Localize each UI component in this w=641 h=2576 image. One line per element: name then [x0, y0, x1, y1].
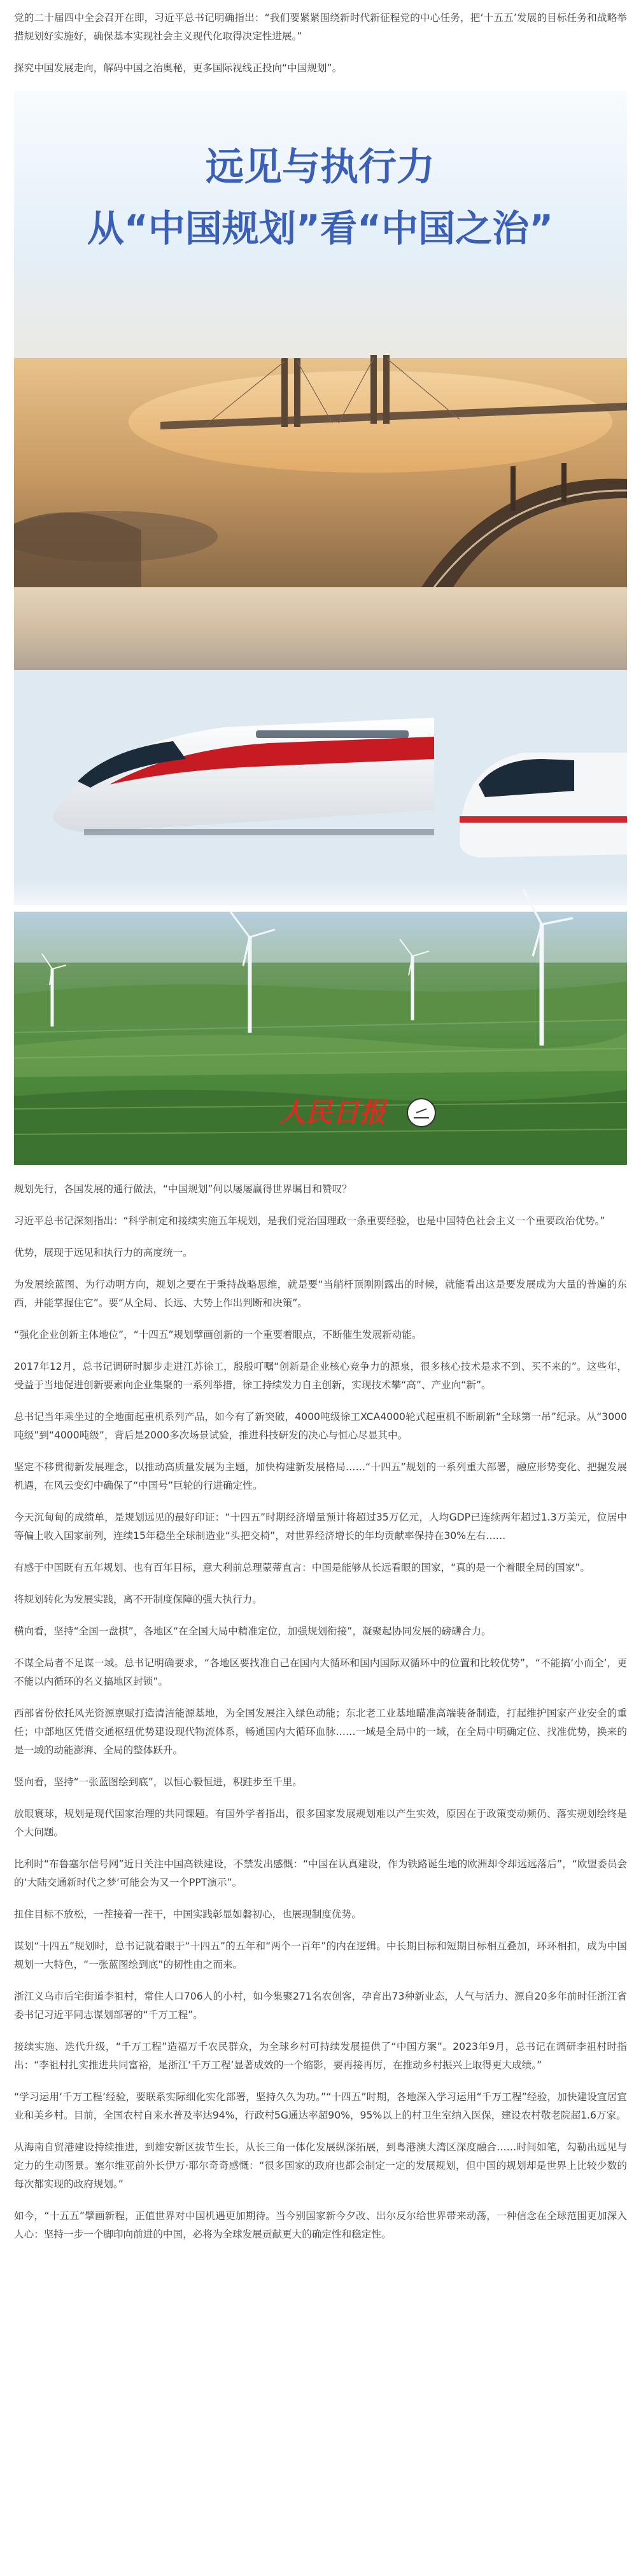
body-paragraph-11: 将规划转化为发展实践，离不开制度保障的强大执行力。 — [14, 1594, 262, 1605]
body-paragraph-10: 有感于中国既有五年规划、也有百年目标，意大利前总理蒙蒂直言：中国是能够从长远看眼的国家，“真的是一个着眼全局的国家”。 — [14, 1562, 591, 1573]
body-paragraph-9: 今天沉甸甸的成绩单，是规划远见的最好印证：“十四五”时期经济增量预计将超过35万亿元，人均GDP已连续两年超过1.3万美元，位居中等偏上收入国家前列，连续15年稳坐全球制造业“头把交椅”，对世界经济增长的年均贡献率保持在30%左右…… — [14, 1512, 627, 1542]
body-paragraph-23: 从海南自贸港建设持续推进，到雄安新区拔节生长，从长三角一体化发展纵深拓展，到粤港澳大湾区深度融合……时间如笔，勾勒出远见与定力的生动图景。塞尔维亚前外长伊万·耶尔奇奇感慨：“很多国家的政府也都会制定一定的发展规划，但中国的规划却是世界上比较少数的每次都实现的政府规划。” — [14, 2141, 627, 2190]
body-paragraph-15: 竖向看，坚持“一张蓝图绘到底”，以恒心毅恒进，积跬步至千里。 — [14, 1776, 302, 1788]
hero-title-line1: 远见与执行力 — [206, 145, 435, 190]
intro-paragraph-1: 党的二十届四中全会召开在即，习近平总书记明确指出：“我们要紧紧围绕新时代新征程党的中心任务，把‘十五五’发展的目标任务和战略举措规划好实施好，确保基本实现社会主义现代化取得决定性进展。” — [14, 12, 627, 42]
body-paragraph-22: “学习运用‘千万工程’经验，要联系实际细化实化部署，坚持久久为功。”“十四五”时期，各地深入学习运用“千万工程”经验，加快建设宜居宜业和美乡村。目前，全国农村自来水普及率达94%，行政村5G通达率超90%，95%以上的村卫生室纳入医保，建设农村敬老院超1.6万家。 — [14, 2091, 627, 2121]
body-paragraph-4: 为发展绘蓝图、为行动明方向，规划之要在于秉持战略思维，就是要“当艄杆顶刚刚露出的时候，就能看出这是要发展成为大量的普遍的东西，并能掌握住它”。要“从全局、长远、大势上作出判断和决策”。 — [14, 1279, 627, 1309]
hero-title-line2: 从“中国规划”看“中国之治” — [87, 207, 554, 250]
body-paragraph-19: 谋划“十四五”规划时，总书记就着眼于“十四五”的五年和“两个一百年”的内在逻辑。中长期目标和短期目标相互叠加，环环相扣，成为中国规划一大特色，“一张蓝图绘到底”的韧性由之而来。 — [14, 1940, 627, 1970]
body-paragraph-5: “强化企业创新主体地位”，“十四五”规划擘画创新的一个重要着眼点，不断催生发展新动能。 — [14, 1329, 422, 1340]
body-paragraph-6: 2017年12月，总书记调研时脚步走进江苏徐工，殷殷叮嘱“创新是企业核心竞争力的源泉，很多核心技术是求不到、买不来的”。这些年，受益于当地促进创新要素向企业集聚的一系列举措，徐工持续发力自主创新，实现技术攀“高”、产业向“新”。 — [14, 1361, 627, 1391]
body-paragraph-1: 规划先行，各国发展的通行做法，“中国规划”何以屡屡赢得世界瞩目和赞叹？ — [14, 1183, 352, 1195]
body-paragraph-2: 习近平总书记深刻指出：“科学制定和接续实施五年规划，是我们党治国理政一条重要经验，也是中国特色社会主义一个重要政治优势。” — [14, 1215, 605, 1227]
intro-paragraph-2: 探究中国发展走向，解码中国之治奥秘，更多国际视线正投向“中国规划”。 — [14, 62, 342, 74]
body-paragraph-8: 坚定不移贯彻新发展理念，以推动高质量发展为主题，加快构建新发展格局……“十四五”规划的一系列重大部署，融应形势变化、把握发展机遇，在风云变幻中确保了“中国号”巨轮的行进确定性。 — [14, 1461, 627, 1491]
body-paragraph-24: 如今，“十五五”擘画新程，正值世界对中国机遇更加期待。当今别国家新今夕改、出尔反尔给世界带来动荡，一种信念在全球范围更加深入人心：坚持一步一个脚印向前进的中国，必将为全球发展贡献更大的确定性和稳定性。 — [14, 2210, 627, 2240]
body-paragraph-21: 接续实施、迭代升级，“千万工程”造福万千农民群众，为全球乡村可持续发展提供了“中国方案”。2023年9月，总书记在调研李祖村时指出：“李祖村扎实推进共同富裕，是浙江‘千万工程’显著成效的一个缩影，要再接再厉，在推动乡村振兴上取得更大成绩。” — [14, 2041, 627, 2071]
body-paragraph-13: 不谋全局者不足谋一域。总书记明确要求，“各地区要找准自己在国内大循环和国内国际双循环中的位置和比较优势”，“不能搞‘小而全’，更不能以内循环的名义搞地区封锁”。 — [14, 1657, 627, 1687]
body-paragraph-14: 西部省份依托风光资源禀赋打造清洁能源基地，为全国发展注入绿色动能；东北老工业基地瞄准高端装备制造，打起维护国家产业安全的重任；中部地区凭借交通枢纽优势建设现代物流体系，畅通国内大循环血脉……一域是全局中的一域，在全局中明确定位、找准优势，换来的是一域的动能澎湃、全局的整体跃升。 — [14, 1708, 627, 1756]
body-paragraph-18: 扭住目标不放松，一茬接着一茬干，中国实践彰显如磐初心，也展现制度优势。 — [14, 1909, 362, 1920]
body-paragraph-12: 横向看，坚持“全国一盘棋”，各地区“在全国大局中精准定位，加强规划衔接”，凝聚起协同发展的磅礴合力。 — [14, 1626, 491, 1637]
hero-illustration — [14, 91, 627, 1165]
people-daily-logo: 人民日报 — [278, 1097, 386, 1128]
body-paragraph-16: 放眼寰球，规划是现代国家治理的共同课题。有国外学者指出，很多国家发展规划难以产生实效，原因在于政策变动频仍、落实规划绘终是个大问题。 — [14, 1808, 627, 1838]
body-paragraph-7: 总书记当年乘坐过的全地面起重机系列产品，如今有了新突破，4000吨级徐工XCA4000轮式起重机不断刷新“全球第一吊”纪录。从“3000吨级”到“4000吨级”，背后是2000多次场景试验，推进科技研发的决心与恒心尽显其中。 — [14, 1411, 627, 1441]
body-paragraph-3: 优势，展现于远见和执行力的高度统一。 — [14, 1247, 193, 1258]
logo-seal-icon — [407, 1099, 435, 1127]
body-paragraph-20: 浙江义乌市后宅街道李祖村，常住人口706人的小村，如今集聚271名农创客，孕育出73种新业态，人气与活力、源自20多年前时任浙江省委书记习近平同志谋划部署的“千万工程”。 — [14, 1991, 627, 2021]
body-paragraph-17: 比利时“布鲁塞尔信号网”近日关注中国高铁建设，不禁发出感慨：“中国在认真建设，作为铁路诞生地的欧洲却令却远远落后”，“欧盟委员会的‘大陆交通新时代之梦’可能会为又一个PPT演示”。 — [14, 1858, 627, 1888]
